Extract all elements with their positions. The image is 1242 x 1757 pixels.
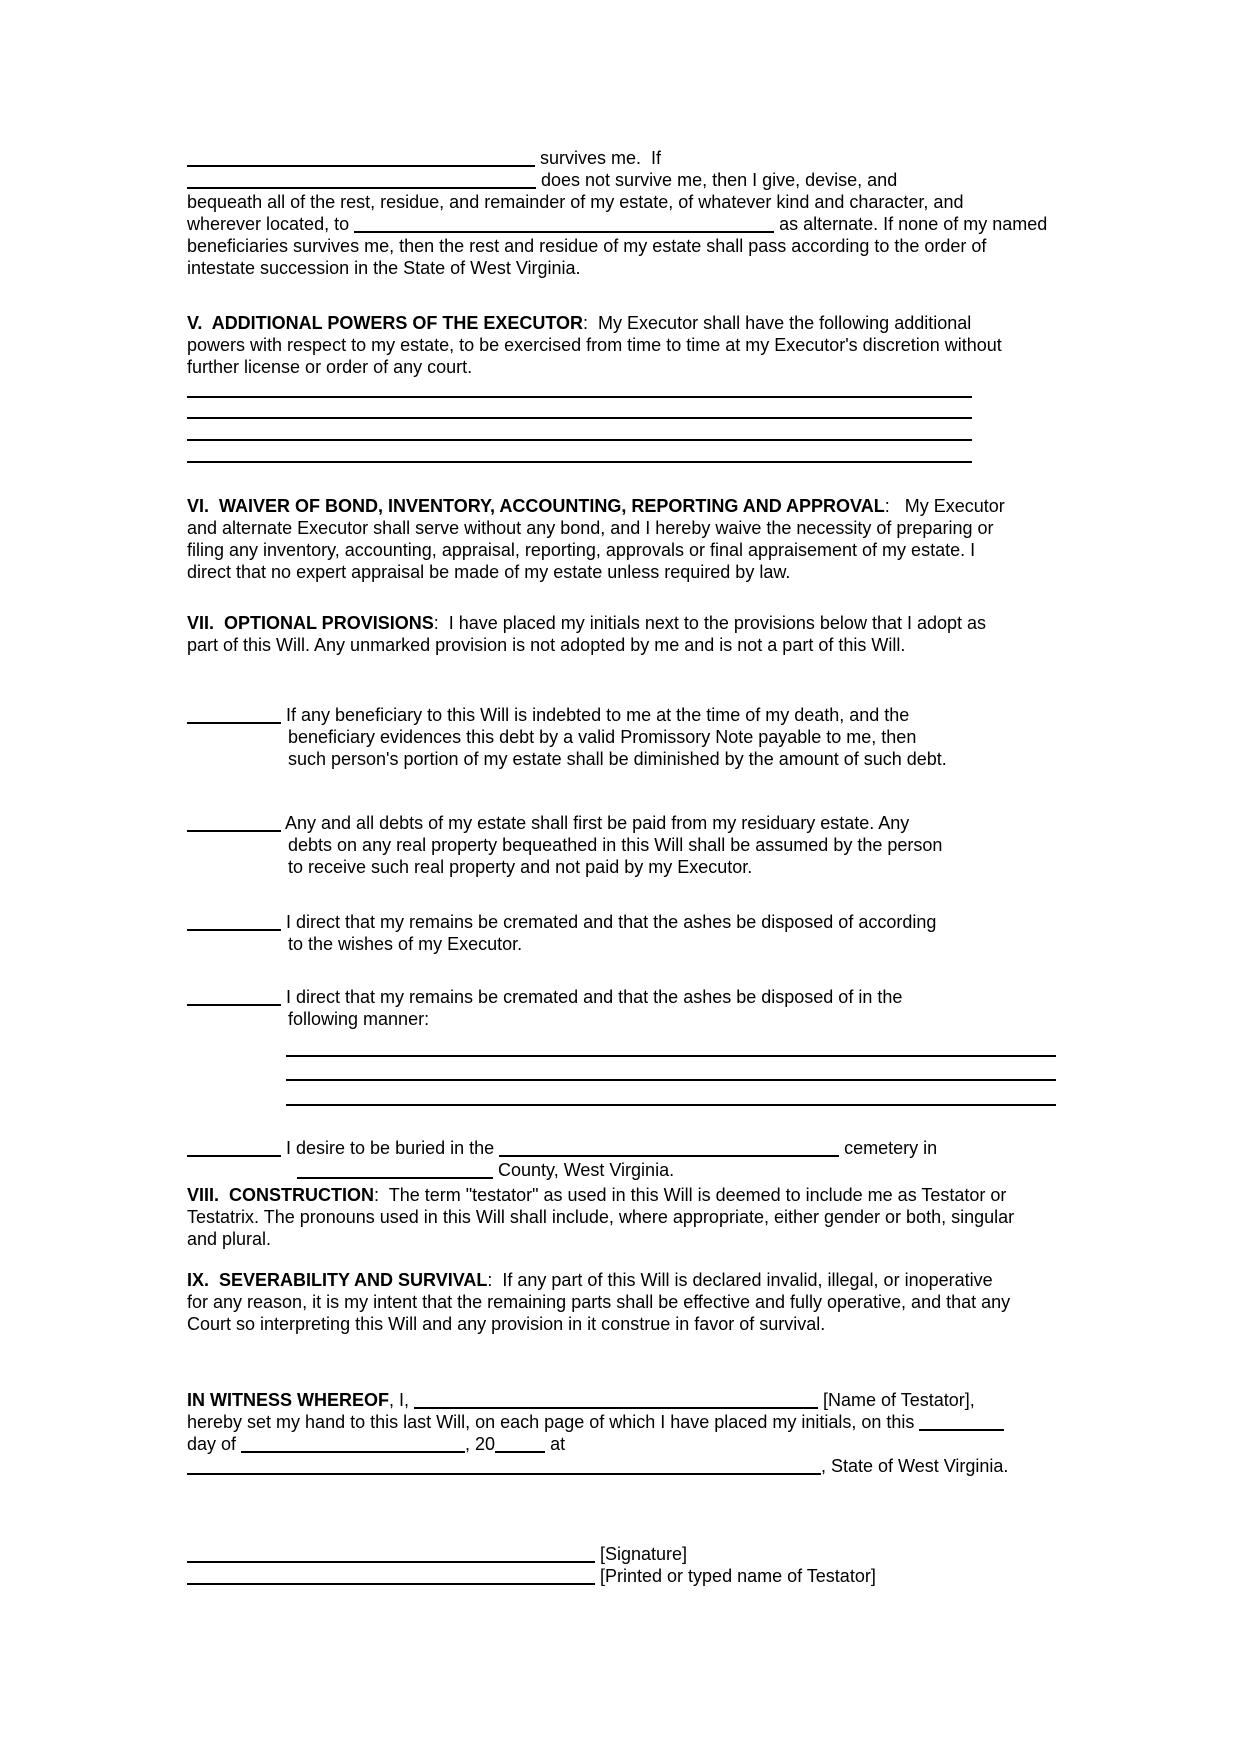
text-line [187, 986, 902, 1008]
body-text: If any beneficiary to this Will is indebted to me at the time of my death, and the [281, 705, 910, 725]
text-line [187, 191, 1047, 213]
blank-field [499, 1141, 839, 1157]
text-line [187, 704, 947, 726]
blank-field [241, 1437, 465, 1453]
body-text: wherever located, to [187, 214, 355, 234]
blank-field [187, 173, 536, 189]
body-text: , I, [389, 1390, 415, 1410]
body-text: to receive such real property and not paid by my Executor. [288, 857, 753, 877]
text-line [187, 257, 1047, 279]
body-text: day of [187, 1434, 242, 1454]
body-text: County, West Virginia. [493, 1160, 675, 1180]
text-line [187, 1455, 1008, 1477]
body-text: , State of West Virginia. [821, 1456, 1009, 1476]
ruled-blank-line [187, 441, 972, 463]
body-text: : My Executor shall have the following additional [583, 313, 972, 333]
body-text: I direct that my remains be cremated and that the ashes be disposed of according [281, 912, 937, 932]
body-text: debts on any real property bequeathed in this Will shall be assumed by the person [288, 835, 943, 855]
blank-field [354, 217, 774, 233]
body-text: cemetery in [839, 1138, 938, 1158]
section-heading-text: IN WITNESS WHEREOF [187, 1390, 389, 1410]
section-heading-text: VI. WAIVER OF BOND, INVENTORY, ACCOUNTING, REPORTING AND APPROVAL [187, 496, 885, 516]
text-line [187, 1313, 1010, 1335]
ruled-blank-line [286, 1032, 1056, 1057]
cremation-manner-blank-lines [286, 1032, 1056, 1106]
blank-field [187, 1141, 281, 1157]
text-line [187, 169, 1047, 191]
ruled-blank-line [187, 376, 972, 398]
blank-field [187, 708, 281, 724]
body-text: filing any inventory, accounting, appraisal, reporting, approvals or final appraisement of my estate. I [187, 540, 976, 560]
blank-field [187, 990, 281, 1006]
signature-block [187, 1543, 876, 1587]
text-line [187, 147, 1047, 169]
executor-powers-blank-lines [187, 376, 972, 463]
text-line [187, 1269, 1010, 1291]
body-text: intestate succession in the State of West Virginia. [187, 258, 581, 278]
provision-cremation-executor [187, 911, 936, 955]
body-text: survives me. If [535, 148, 662, 168]
blank-field [414, 1393, 818, 1409]
body-text: hereby set my hand to this last Will, on each page of which I have placed my initials, on this [187, 1412, 920, 1432]
ruled-blank-line [286, 1081, 1056, 1106]
text-line [187, 834, 942, 856]
ruled-blank-line [187, 398, 972, 420]
ruled-blank-line [187, 419, 972, 441]
provision-residuary-debts [187, 812, 942, 878]
body-text: I desire to be buried in the [281, 1138, 500, 1158]
section-heading-text: VII. OPTIONAL PROVISIONS [187, 613, 434, 633]
body-text: does not survive me, then I give, devise, and [536, 170, 898, 190]
section-heading-text: IX. SEVERABILITY AND SURVIVAL [187, 1270, 488, 1290]
body-text: [Printed or typed name of Testator] [595, 1566, 876, 1586]
witness-clause [187, 1389, 1008, 1477]
ruled-blank-line [286, 1057, 1056, 1082]
text-line [187, 1184, 1014, 1206]
blank-field [919, 1415, 1004, 1431]
body-text: : My Executor [884, 496, 1005, 516]
body-text: beneficiaries survives me, then the rest and residue of my estate shall pass according to the order of [187, 236, 987, 256]
blank-field [187, 1459, 821, 1475]
section-vii-optional-provisions [187, 612, 986, 656]
text-line [187, 933, 936, 955]
text-line [187, 1411, 1008, 1433]
body-text: Court so interpreting this Will and any provision in it construe in favor of survival. [187, 1314, 826, 1334]
section-heading-text: VIII. CONSTRUCTION [187, 1185, 375, 1205]
provision-cremation-manner [187, 986, 902, 1030]
section-viii-construction [187, 1184, 1014, 1250]
text-line [187, 634, 986, 656]
text-line [187, 539, 1005, 561]
body-text: to the wishes of my Executor. [288, 934, 523, 954]
section-ix-severability [187, 1269, 1010, 1335]
body-text: [Name of Testator], [818, 1390, 975, 1410]
body-text: further license or order of any court. [187, 357, 473, 377]
body-text: and plural. [187, 1229, 272, 1249]
text-line [187, 1543, 876, 1565]
text-line [187, 235, 1047, 257]
residuary-paragraph [187, 147, 1047, 279]
section-vi-waiver [187, 495, 1005, 583]
text-line [187, 1159, 937, 1181]
section-heading-text: V. ADDITIONAL POWERS OF THE EXECUTOR [187, 313, 584, 333]
body-text: for any reason, it is my intent that the remaining parts shall be effective and fully operative, and that any [187, 1292, 1011, 1312]
text-line [187, 856, 942, 878]
body-text: following manner: [288, 1009, 430, 1029]
text-line [187, 1565, 876, 1587]
provision-burial-cemetery [187, 1137, 937, 1181]
provision-beneficiary-debt [187, 704, 947, 770]
blank-field [187, 816, 281, 832]
text-line [187, 312, 1002, 334]
text-line [187, 561, 1005, 583]
body-text: : I have placed my initials next to the provisions below that I adopt as [433, 613, 987, 633]
text-line [187, 1228, 1014, 1250]
body-text: part of this Will. Any unmarked provision is not adopted by me and is not a part of this Will. [187, 635, 906, 655]
text-line [187, 812, 942, 834]
blank-field [187, 151, 535, 167]
body-text: Any and all debts of my estate shall first be paid from my residuary estate. Any [281, 813, 910, 833]
text-line [187, 1008, 902, 1030]
text-line [187, 1291, 1010, 1313]
blank-field [187, 1569, 595, 1585]
body-text: and alternate Executor shall serve without any bond, and I hereby waive the necessity of preparing or [187, 518, 994, 538]
body-text: at [545, 1434, 566, 1454]
body-text: bequeath all of the rest, residue, and remainder of my estate, of whatever kind and character, and [187, 192, 964, 212]
blank-field [297, 1163, 493, 1179]
body-text: : The term "testator" as used in this Will is deemed to include me as Testator or [374, 1185, 1007, 1205]
body-text: powers with respect to my estate, to be exercised from time to time at my Executor's discretion without [187, 335, 1002, 355]
blank-field [187, 1547, 595, 1563]
body-text: I direct that my remains be cremated and that the ashes be disposed of in the [281, 987, 903, 1007]
text-line [187, 748, 947, 770]
text-line [187, 911, 936, 933]
blank-field [495, 1437, 545, 1453]
body-text: : If any part of this Will is declared invalid, illegal, or inoperative [487, 1270, 993, 1290]
body-text: Testatrix. The pronouns used in this Will shall include, where appropriate, either gender or both, singular [187, 1207, 1015, 1227]
text-line [187, 1206, 1014, 1228]
body-text: , 20 [465, 1434, 496, 1454]
text-line [187, 517, 1005, 539]
text-line [187, 612, 986, 634]
body-text: such person's portion of my estate shall be diminished by the amount of such debt. [288, 749, 947, 769]
text-line [187, 213, 1047, 235]
blank-field [187, 915, 281, 931]
text-line [187, 495, 1005, 517]
text-line [187, 334, 1002, 356]
text-line [187, 356, 1002, 378]
body-text: as alternate. If none of my named [774, 214, 1048, 234]
text-line [187, 1433, 1008, 1455]
body-text: [Signature] [595, 1544, 688, 1564]
section-v-additional-powers [187, 312, 1002, 378]
text-line [187, 1137, 937, 1159]
text-line [187, 1389, 1008, 1411]
body-text: beneficiary evidences this debt by a valid Promissory Note payable to me, then [288, 727, 917, 747]
text-line [187, 726, 947, 748]
body-text: direct that no expert appraisal be made of my estate unless required by law. [187, 562, 791, 582]
